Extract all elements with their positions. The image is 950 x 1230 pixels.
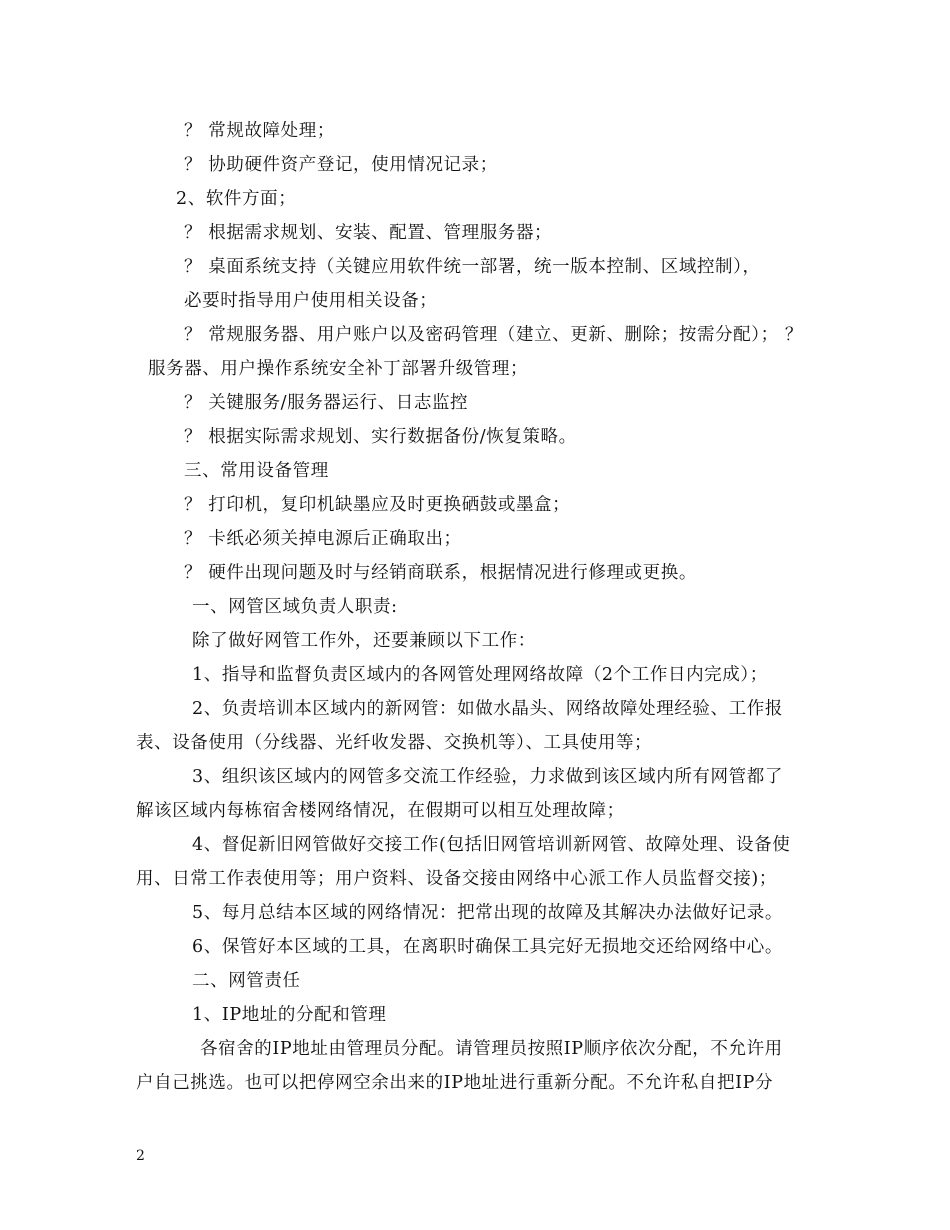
text-line: 除了做好网管工作外，还要兼顾以下工作： bbox=[192, 631, 536, 651]
text-line: 解该区域内每栋宿舍楼网络情况，在假期可以相互处理故障； bbox=[136, 801, 625, 821]
text-line: 户自己挑选。也可以把停网空余出来的IP地址进行重新分配。不允许私自把IP分 bbox=[136, 1073, 774, 1093]
text-line: ？ 根据需求规划、安装、配置、管理服务器； bbox=[184, 223, 553, 243]
text-line: ？ 关键服务/服务器运行、日志监控 bbox=[184, 393, 469, 413]
text-line: 一、网管区域负责人职责: bbox=[192, 597, 398, 617]
text-line: 各宿舍的IP地址由管理员分配。请管理员按照IP顺序依次分配，不允许用 bbox=[200, 1039, 783, 1059]
text-line: 1、指导和监督负责区域内的各网管处理网络故障（2个工作日内完成）； bbox=[192, 665, 768, 685]
text-line: 服务器、用户操作系统安全补丁部署升级管理； bbox=[148, 359, 529, 379]
text-line: 表、设备使用（分线器、光纤收发器、交换机等）、工具使用等； bbox=[136, 733, 653, 753]
text-line: 5、每月总结本区域的网络情况：把常出现的故障及其解决办法做好记录。 bbox=[192, 903, 783, 923]
text-line: ？ 桌面系统支持（关键应用软件统一部署，统一版本控制、区域控制）， bbox=[184, 257, 761, 277]
text-line: 二、网管责任 bbox=[192, 971, 301, 991]
text-line: ？ 根据实际需求规划、实行数据备份/恢复策略。 bbox=[184, 427, 577, 447]
text-line: ？ 常规故障处理； bbox=[184, 121, 335, 141]
text-line: ？ 硬件出现问题及时与经销商联系，根据情况进行修理或更换。 bbox=[184, 563, 697, 583]
text-line: 2、负责培训本区域内的新网管：如做水晶头、网络故障处理经验、工作报 bbox=[192, 699, 783, 719]
page-number: 2 bbox=[136, 1148, 145, 1164]
text-line: 三、常用设备管理 bbox=[184, 461, 329, 481]
text-line: ？ 卡纸必须关掉电源后正确取出； bbox=[184, 529, 462, 549]
text-line: 用、日常工作表使用等；用户资料、设备交接由网络中心派工作人员监督交接)； bbox=[136, 869, 777, 889]
text-line: 6、保管好本区域的工具，在离职时确保工具完好无损地交还给网络中心。 bbox=[192, 937, 783, 957]
text-line: 2、软件方面； bbox=[176, 189, 297, 209]
text-line: ？ 常规服务器、用户账户以及密码管理（建立、更新、删除；按需分配）； ？ bbox=[184, 325, 803, 345]
text-line: ？ 打印机，复印机缺墨应及时更换硒鼓或墨盒； bbox=[184, 495, 571, 515]
text-line: 必要时指导用户使用相关设备； bbox=[184, 291, 438, 311]
text-line: 1、IP地址的分配和管理 bbox=[192, 1005, 387, 1025]
text-line: 4、督促新旧网管做好交接工作(包括旧网管培训新网管、故障处理、设备使 bbox=[192, 835, 791, 855]
text-line: ？ 协助硬件资产登记，使用情况记录； bbox=[184, 155, 498, 175]
text-line: 3、组织该区域内的网管多交流工作经验，力求做到该区域内所有网管都了 bbox=[192, 767, 783, 787]
